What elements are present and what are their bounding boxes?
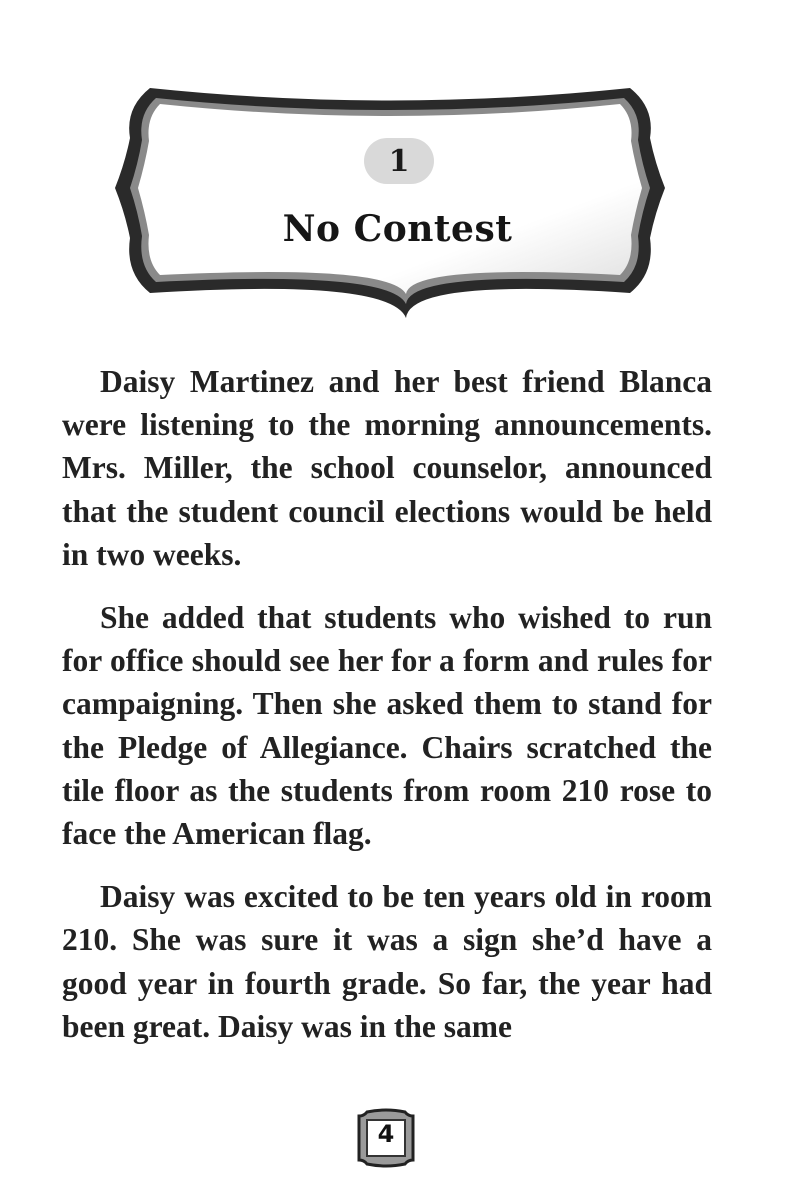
chapter-header-frame [110,78,670,328]
page-number: 4 [377,1120,395,1148]
paragraph: Daisy Martinez and her best friend Blanca were listening to the morning announcements. Mrs. Miller, the school counselor, announced that the student council elections would be held in two weeks. [62,364,712,572]
page-number-plaque [353,1106,419,1170]
ornamental-frame-graphic [110,78,670,328]
chapter-title: No Contest [282,208,513,250]
story-text [62,360,712,1068]
paragraph: Daisy was excited to be ten years old in room 210. She was sure it was a sign she’d have a good year in fourth grade. So far, the year had been great. Daisy was in the same [62,879,712,1044]
paragraph: She added that students who wished to run for office should see her for a form and rules for campaigning. Then she asked them to stand for the Pledge of Allegiance. Chairs scratched the tile floor as the students from room 210 rose to face the American flag. [62,600,712,852]
chapter-number: 1 [364,138,434,184]
